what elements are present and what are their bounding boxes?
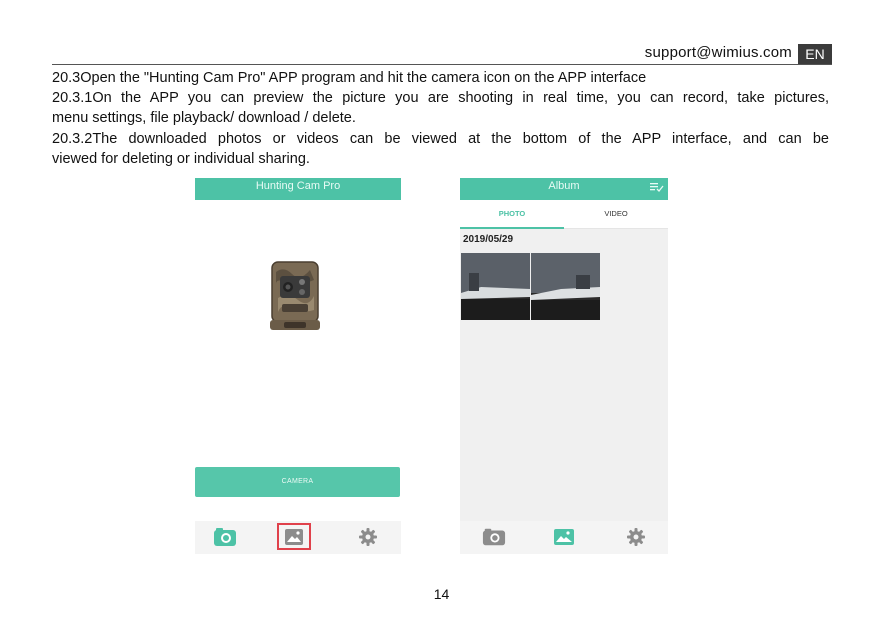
album-title-bar: Album <box>460 178 668 200</box>
gear-icon[interactable] <box>356 526 380 548</box>
album-bottom-tab-bar <box>460 521 668 554</box>
page-number: 14 <box>433 586 450 602</box>
app-album-screenshot <box>460 178 668 554</box>
paragraph-20-3-1-line1: 20.3.1On the APP you can preview the picture you are shooting in real time, you can record, take pictures, <box>52 90 829 106</box>
gallery-icon[interactable] <box>552 526 576 548</box>
app-home-screenshot <box>195 178 401 554</box>
album-tabs <box>460 200 668 229</box>
app-title-bar: Hunting Cam Pro <box>195 178 401 200</box>
support-email: support@wimius.com <box>644 44 792 61</box>
trail-camera-image <box>270 258 320 333</box>
select-list-icon[interactable] <box>650 181 664 193</box>
page-header <box>52 44 832 64</box>
paragraph-20-3-2-line1: 20.3.2The downloaded photos or videos can be viewed at the bottom of the APP interface, and can be <box>52 131 829 147</box>
gear-icon[interactable] <box>624 526 648 548</box>
header-rule <box>52 64 832 65</box>
camera-button[interactable]: CAMERA <box>195 467 400 497</box>
camera-icon[interactable] <box>482 526 506 548</box>
gallery-icon[interactable] <box>282 526 306 548</box>
album-date: 2019/05/29 <box>463 234 514 245</box>
paragraph-20-3: 20.3Open the "Hunting Cam Pro" APP program and hit the camera icon on the APP interface <box>52 70 647 86</box>
photo-thumbnail[interactable] <box>461 253 530 320</box>
photo-thumbnail[interactable] <box>531 253 600 320</box>
paragraph-20-3-1-line2: menu settings, file playback/ download / delete. <box>52 110 356 126</box>
tab-video[interactable]: VIDEO <box>604 209 628 218</box>
camera-icon[interactable] <box>213 526 237 548</box>
tab-photo[interactable]: PHOTO <box>498 209 526 218</box>
language-badge: EN <box>798 44 832 64</box>
album-content <box>460 229 668 521</box>
bottom-tab-bar <box>195 521 401 554</box>
paragraph-20-3-2-line2: viewed for deleting or individual sharing. <box>52 151 310 167</box>
